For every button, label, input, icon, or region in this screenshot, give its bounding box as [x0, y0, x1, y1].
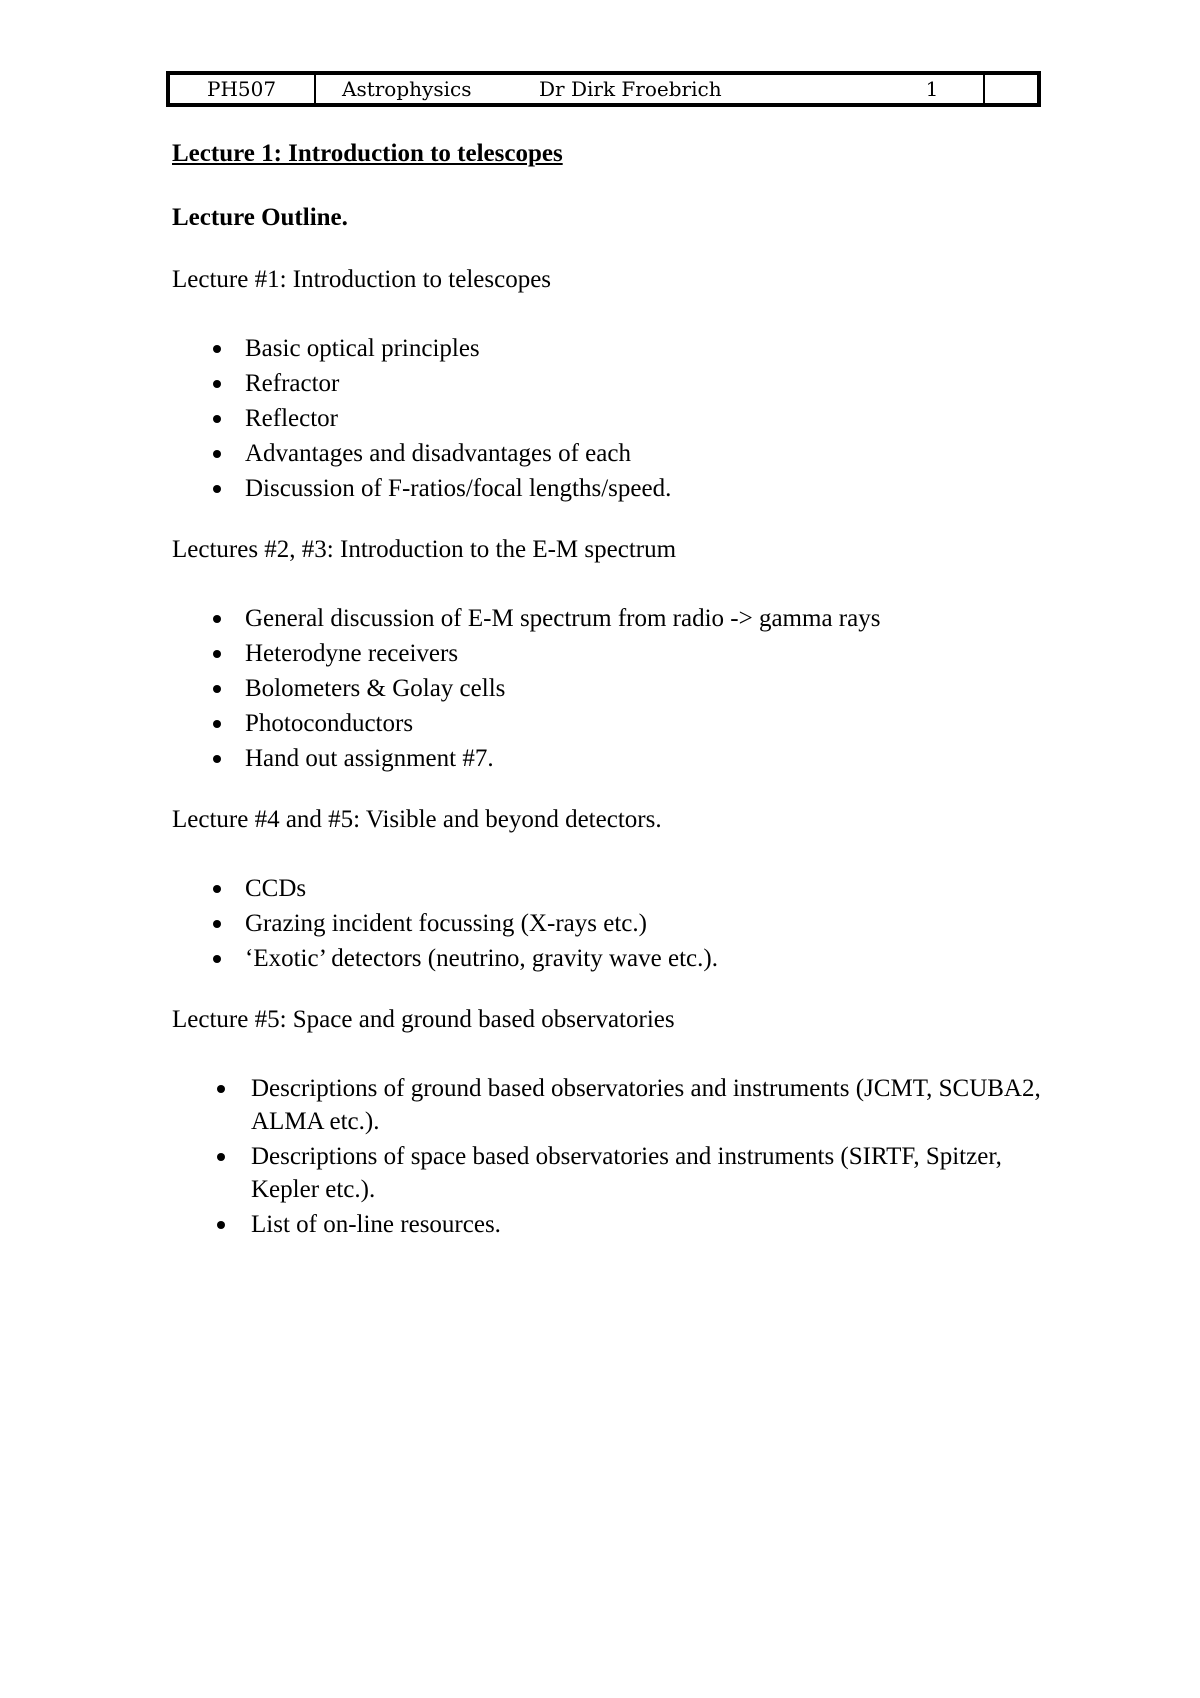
- bullet-icon: [213, 650, 221, 658]
- list-item: [0, 1140, 1041, 1203]
- bullet-icon: [217, 1221, 225, 1229]
- document-title: Lecture 1: Introduction to telescopes: [172, 140, 563, 167]
- header-page-number: 1: [873, 75, 985, 103]
- header-empty-cell: [985, 75, 1037, 103]
- bullet-icon: [213, 920, 221, 928]
- bullet-icon: [213, 955, 221, 963]
- list-item: [0, 871, 718, 906]
- list-item-text: Reflector: [245, 405, 339, 432]
- bullet-icon: [213, 755, 221, 763]
- section-list-lectures-4-5: [0, 871, 718, 976]
- list-item-text: Refractor: [245, 370, 340, 397]
- list-item-text: Basic optical principles: [245, 335, 480, 362]
- list-item: [0, 436, 671, 471]
- list-item-text: CCDs: [245, 875, 307, 902]
- outline-heading: Lecture Outline.: [172, 204, 348, 231]
- list-item-text: Advantages and disadvantages of each: [245, 440, 631, 467]
- header-subject: Astrophysics: [342, 77, 472, 101]
- list-item: [0, 601, 880, 636]
- list-item: [0, 331, 671, 366]
- list-item-text: Grazing incident focussing (X-rays etc.): [245, 910, 647, 937]
- list-item: [0, 366, 671, 401]
- bullet-icon: [213, 450, 221, 458]
- list-item: [0, 636, 880, 671]
- bullet-icon: [213, 885, 221, 893]
- list-item: [0, 906, 718, 941]
- bullet-icon: [213, 380, 221, 388]
- bullet-icon: [213, 415, 221, 423]
- bullet-icon: [217, 1153, 225, 1161]
- bullet-icon: [213, 485, 221, 493]
- list-item-text: Descriptions of ground based observatories and instruments (JCMT, SCUBA2, ALMA etc.).: [251, 1075, 1041, 1135]
- list-item: [0, 671, 880, 706]
- bullet-icon: [217, 1085, 225, 1093]
- section-heading-lecture-5: Lecture #5: Space and ground based observatories: [172, 1006, 675, 1033]
- list-item: [0, 401, 671, 436]
- list-item-text: Photoconductors: [245, 710, 414, 737]
- list-item-text: Descriptions of space based observatories and instruments (SIRTF, Spitzer, Kepler etc.).: [251, 1143, 1002, 1203]
- list-item-text: Bolometers & Golay cells: [245, 675, 506, 702]
- list-item: [0, 706, 880, 741]
- section-heading-lectures-2-3: Lectures #2, #3: Introduction to the E-M spectrum: [172, 536, 677, 563]
- list-item-text: Discussion of F-ratios/focal lengths/speed.: [245, 475, 672, 502]
- section-list-lectures-2-3: [0, 601, 880, 776]
- header-course-code: PH507: [170, 75, 316, 103]
- list-item-text: ‘Exotic’ detectors (neutrino, gravity wave etc.).: [245, 945, 718, 972]
- list-item-text: General discussion of E-M spectrum from radio -> gamma rays: [245, 605, 881, 632]
- section-list-lecture-1: [0, 331, 671, 506]
- bullet-icon: [213, 720, 221, 728]
- list-item: [0, 741, 880, 776]
- list-item: [0, 1208, 1041, 1243]
- list-item: [0, 1072, 1041, 1135]
- section-list-lecture-5: [0, 1072, 1041, 1276]
- section-heading-lectures-4-5: Lecture #4 and #5: Visible and beyond detectors.: [172, 806, 662, 833]
- page-header-table: [166, 71, 1041, 107]
- list-item: [0, 471, 671, 506]
- bullet-icon: [213, 615, 221, 623]
- list-item-text: List of on-line resources.: [251, 1211, 501, 1238]
- list-item-text: Heterodyne receivers: [245, 640, 459, 667]
- bullet-icon: [213, 685, 221, 693]
- list-item-text: Hand out assignment #7.: [245, 745, 494, 772]
- section-heading-lecture-1: Lecture #1: Introduction to telescopes: [172, 266, 552, 293]
- bullet-icon: [213, 345, 221, 353]
- list-item: [0, 941, 718, 976]
- header-author: Dr Dirk Froebrich: [539, 77, 722, 101]
